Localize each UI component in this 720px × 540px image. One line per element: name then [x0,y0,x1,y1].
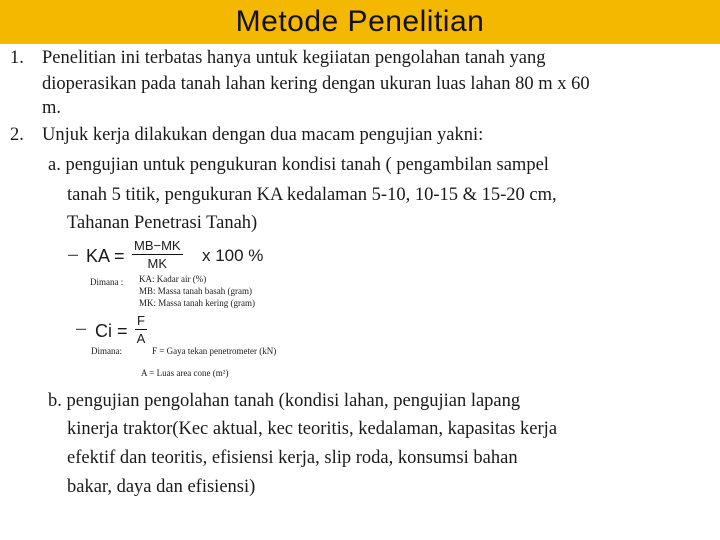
formula-ka-lhs: KA = [86,246,125,266]
formula-ka-fraction [132,238,183,271]
formula-ka-where-2: MB: Massa tanah basah (gram) [139,286,252,296]
formula-ka-where-1: KA: Kadar air (%) [139,274,207,284]
formula-ka-dash: – [68,244,79,264]
formula-ci-dash: – [76,318,87,338]
item-2-intro: Unjuk kerja dilakukan dengan dua macam pengujian yakni: [42,125,484,145]
item-1-line-2: dioperasikan pada tanah lahan kering dengan ukuran luas lahan 80 m x 60 [42,74,590,94]
formula-ka-denominator: MK [147,256,168,271]
formula-ci-denominator: A [136,331,146,346]
formula-ka-rhs: x 100 % [202,246,264,265]
item-2-number: 2. [10,125,24,145]
formula-ka-where-label: Dimana : [90,277,124,287]
formula-ci-fraction [135,313,147,346]
formula-ci-where-2: A = Luas area cone (m²) [141,368,229,378]
item-2a-line-2: tanah 5 titik, pengukuran KA kedalaman 5-10, 10-15 & 15-20 cm, [67,185,557,205]
formula-ci-lhs: Ci = [95,321,128,341]
page-title: Metode Penelitian [235,5,485,38]
item-2a-line-1: a. pengujian untuk pengukuran kondisi tanah ( pengambilan sampel [48,155,549,175]
item-1-line-3: m. [42,98,62,118]
item-2b-line-3: efektif dan teoritis, efisiensi kerja, slip roda, konsumsi bahan [67,448,518,468]
formula-ci-numerator: F [137,313,145,328]
formula-ka-numerator: MB−MK [134,238,181,253]
formula-ci-where-1: F = Gaya tekan penetrometer (kN) [152,346,277,356]
formula-ka-where-3: MK: Massa tanah kering (gram) [139,298,255,308]
formula-ci-where-label: Dimana: [91,346,122,356]
item-2b-line-1: b. pengujian pengolahan tanah (kondisi lahan, pengujian lapang [48,391,521,411]
item-1-line-1: Penelitian ini terbatas hanya untuk kegiiatan pengolahan tanah yang [42,48,546,68]
item-2b-line-2: kinerja traktor(Kec aktual, kec teoritis, kedalaman, kapasitas kerja [67,419,558,439]
item-2a-line-3: Tahanan Penetrasi Tanah) [67,213,258,233]
item-1-number: 1. [10,48,24,68]
item-2b-line-4: bakar, daya dan efisiensi) [67,477,256,497]
